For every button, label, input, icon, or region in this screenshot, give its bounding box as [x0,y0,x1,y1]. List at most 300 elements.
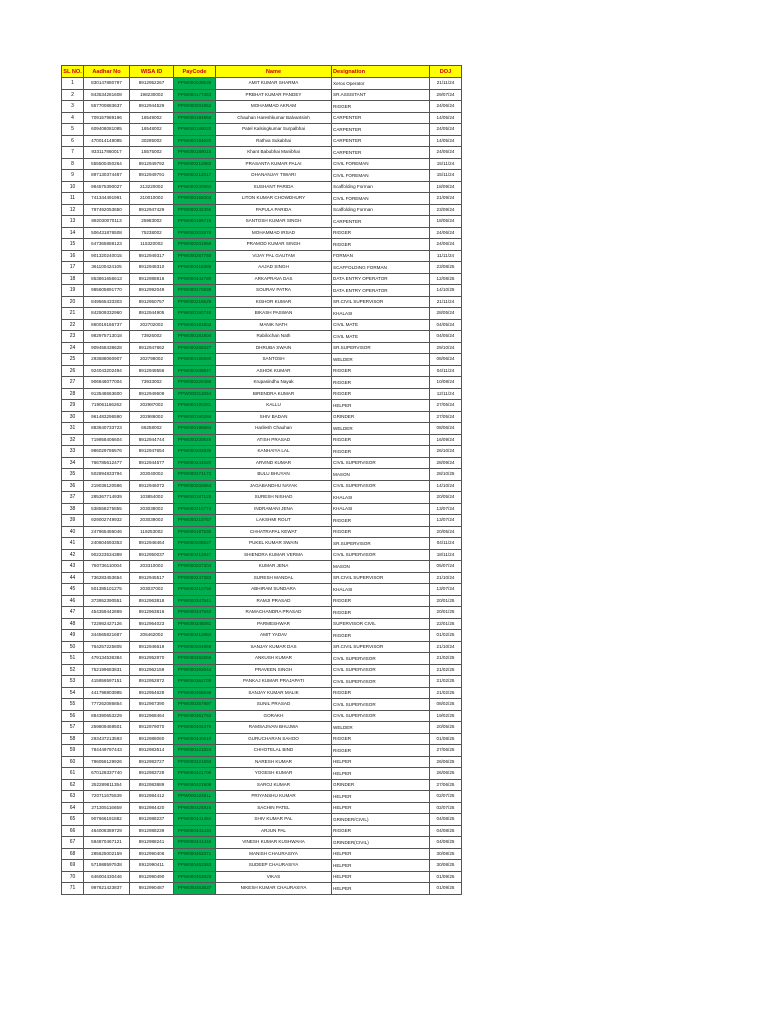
cell-sl-no: 57 [62,722,84,734]
cell-wisa-id: 213220002 [130,181,174,193]
cell-wisa-id: 8912964023 [130,618,174,630]
cell-name: LITON KUMAR CHOWDHURY [216,193,332,205]
cell-aadhar-no: 415956597151 [84,676,130,688]
cell-name: AMIT KUMAR SHARMA [216,78,332,90]
cell-aadhar-no: 470014148085 [84,135,130,147]
cell-name: Harilesh Chauhan [216,423,332,435]
cell-designation: CARPENTER [332,216,430,228]
cell-designation: RIGGER [332,239,430,251]
cell-paycode: PPW000201969 [174,239,216,251]
table-row [62,388,462,400]
cell-aadhar-no: 361100424105 [84,262,130,274]
cell-name: Patel Kalsingkumar Surpalbhai [216,124,332,136]
table-row [62,135,462,147]
cell-sl-no: 58 [62,733,84,745]
cell-paycode: PPW000424911 [174,791,216,803]
cell-sl-no: 24 [62,342,84,354]
table-row [62,273,462,285]
cell-designation: RIGGER [332,630,430,642]
cell-doj: 24/06/24 [430,101,462,113]
cell-doj: 04/08/25 [430,814,462,826]
cell-designation: CIVIL MATE [332,331,430,343]
table-row [62,170,462,182]
cell-designation: CIVIL FOREMAN [332,193,430,205]
cell-doj: 20/01/25 [430,595,462,607]
cell-wisa-id: 8912968464 [130,710,174,722]
cell-sl-no: 18 [62,273,84,285]
cell-aadhar-no: 849565433303 [84,296,130,308]
cell-paycode: PPW000474172 [174,469,216,481]
cell-aadhar-no: 373952390551 [84,595,130,607]
table-row [62,710,462,722]
cell-designation: SR.CIVIL SUPERVISOR [332,296,430,308]
cell-designation: RIGGER [332,515,430,527]
cell-paycode: PPW000362656 [174,653,216,665]
header-name: Name [216,66,332,78]
cell-aadhar-no: 830147880797 [84,78,130,90]
table-row [62,469,462,481]
cell-paycode: PPW000212847 [174,549,216,561]
cell-aadhar-no: 501385101275 [84,584,130,596]
cell-aadhar-no: 853861656613 [84,273,130,285]
cell-paycode: PPW000348081 [174,618,216,630]
table-row [62,342,462,354]
cell-paycode: PPW000212884 [174,630,216,642]
table-row [62,434,462,446]
cell-designation: SR.SUPERVISOR [332,342,430,354]
cell-designation: CIVIL SUPERVISOR [332,676,430,688]
cell-aadhar-no: 441798803985 [84,687,130,699]
cell-paycode: PPW000421824 [174,745,216,757]
table-row [62,181,462,193]
cell-wisa-id: 30295002 [130,135,174,147]
cell-aadhar-no: 777262086854 [84,699,130,711]
cell-wisa-id: 15575002 [130,147,174,159]
table-row [62,802,462,814]
table-row [62,285,462,297]
table-row [62,354,462,366]
cell-designation: HELPER [332,768,430,780]
cell-paycode: PPW000181803 [174,319,216,331]
table-row [62,699,462,711]
cell-name: ABHIRAM SUNDARA [216,584,332,596]
cell-aadhar-no: 285625002159 [84,848,130,860]
cell-doj: 21/02/25 [430,653,462,665]
cell-name: MANISH CHAURASIYA [216,848,332,860]
table-row [62,78,462,90]
cell-sl-no: 52 [62,664,84,676]
cell-sl-no: 17 [62,262,84,274]
cell-wisa-id: 8912963818 [130,595,174,607]
cell-wisa-id: 73926002 [130,331,174,343]
cell-paycode: PPW000186719 [174,216,216,228]
table-row [62,250,462,262]
cell-wisa-id: 8912952267 [130,78,174,90]
cell-sl-no: 21 [62,308,84,320]
cell-sl-no: 16 [62,250,84,262]
cell-doj: 24/05/24 [430,124,462,136]
table-row [62,365,462,377]
cell-sl-no: 14 [62,227,84,239]
cell-doj: 04/11/24 [430,538,462,550]
table-row [62,572,462,584]
cell-paycode: PPW000190284 [174,411,216,423]
cell-paycode: PPW000361793 [174,710,216,722]
cell-doj: 01/09/25 [430,871,462,883]
cell-wisa-id: 25983002 [130,216,174,228]
cell-sl-no: 13 [62,216,84,228]
cell-paycode: PPW000202664 [174,480,216,492]
cell-name: PRBHAT KUMAR PANDEY [216,89,332,101]
cell-sl-no: 69 [62,860,84,872]
cell-sl-no: 37 [62,492,84,504]
cell-name: CHHOTELAL BIND [216,745,332,757]
cell-aadhar-no: 997621423837 [84,883,130,895]
cell-designation: SR.CIVIL SUPERVISOR [332,641,430,653]
cell-paycode: PPW000215629 [174,296,216,308]
cell-name: NARESH KUMAR [216,756,332,768]
cell-sl-no: 62 [62,779,84,791]
cell-wisa-id: 8912947654 [130,446,174,458]
cell-paycode: PPW000247383 [174,572,216,584]
cell-doj: 15/11/24 [430,170,462,182]
cell-paycode: PPW000441464 [174,814,216,826]
cell-doj: 23/08/25 [430,262,462,274]
cell-wisa-id: 8912948464 [130,538,174,550]
cell-doj: 21/10/24 [430,641,462,653]
cell-designation: CIVIL SUPERVISOR [332,710,430,722]
cell-paycode: PPW000155003 [174,193,216,205]
table-row [62,641,462,653]
cell-aadhar-no: 259809469501 [84,722,130,734]
cell-aadhar-no: 906846077004 [84,377,130,389]
cell-wisa-id: 202798002 [130,354,174,366]
table-row [62,768,462,780]
cell-paycode: PPW000208827 [174,538,216,550]
cell-sl-no: 54 [62,687,84,699]
cell-aadhar-no: 722982427126 [84,618,130,630]
cell-designation: CARPENTER [332,135,430,147]
cell-designation: GRINDER/CIVIL) [332,814,430,826]
cell-wisa-id: 203038002 [130,503,174,515]
cell-designation: MASON [332,561,430,573]
cell-doj: 13/07/24 [430,503,462,515]
cell-wisa-id: 8912949609 [130,388,174,400]
cell-designation: SR.SUPERVISOR [332,538,430,550]
cell-designation: KHALASI [332,584,430,596]
table-row [62,584,462,596]
cell-wisa-id: 8912947862 [130,342,174,354]
cell-aadhar-no: 902223534389 [84,549,130,561]
cell-doj: 27/06/25 [430,745,462,757]
cell-sl-no: 29 [62,400,84,412]
cell-designation: CIVIL SUPERVISOR [332,699,430,711]
cell-doj: 14/05/24 [430,135,462,147]
cell-designation: WELDER [332,354,430,366]
cell-designation: RIGGER [332,607,430,619]
cell-wisa-id: 8912988237 [130,814,174,826]
cell-aadhar-no: 860019166737 [84,319,130,331]
table-row [62,860,462,872]
cell-doj: 21/02/25 [430,664,462,676]
cell-doj: 23/09/24 [430,204,462,216]
table-row [62,503,462,515]
cell-paycode: PPW000362709 [174,676,216,688]
cell-name: SOURAV PATRA [216,285,332,297]
cell-designation: RIGGER [332,446,430,458]
employee-table [61,65,462,895]
cell-paycode: PPW000347640 [174,607,216,619]
cell-aadhar-no: 901320240015 [84,250,130,262]
cell-name: SUDEEP CHAURASIYA [216,860,332,872]
cell-paycode: PPW000266327 [174,342,216,354]
cell-name: RAMACHANDRA PRASAD [216,607,332,619]
cell-sl-no: 41 [62,538,84,550]
cell-sl-no: 68 [62,848,84,860]
header-paycode: PayCode [174,66,216,78]
cell-sl-no: 3 [62,101,84,113]
cell-wisa-id: 75238002 [130,227,174,239]
cell-paycode: PPW000453828 [174,871,216,883]
cell-wisa-id: 8912952872 [130,676,174,688]
cell-name: PARMESHWAR [216,618,332,630]
table-row [62,733,462,745]
table-row [62,722,462,734]
cell-doj: 04/05/24 [430,331,462,343]
cell-designation: SCAFFOLDING FORMAN [332,262,430,274]
table-row [62,779,462,791]
cell-sl-no: 33 [62,446,84,458]
table-row [62,147,462,159]
cell-paycode: PPW000210774 [174,503,216,515]
cell-wisa-id: 8912979070 [130,722,174,734]
cell-name: Rathva Sukabhai [216,135,332,147]
table-row [62,239,462,251]
cell-name: GURUCHARAN SAHOO [216,733,332,745]
cell-sl-no: 10 [62,181,84,193]
header-wisa-id: WISA ID [130,66,174,78]
table-row [62,446,462,458]
cell-wisa-id: 8912945517 [130,572,174,584]
cell-paycode: PPW000202838 [174,446,216,458]
cell-paycode: PPW000189015 [174,147,216,159]
cell-doj: 15/11/24 [430,158,462,170]
cell-designation: CARPENTER [332,147,430,159]
cell-paycode: PPW000230994 [174,181,216,193]
cell-sl-no: 19 [62,285,84,297]
cell-aadhar-no: 897130374487 [84,170,130,182]
cell-wisa-id: 8912950757 [130,296,174,308]
cell-doj: 27/05/24 [430,411,462,423]
cell-aadhar-no: 929002749932 [84,515,130,527]
cell-sl-no: 1 [62,78,84,90]
cell-designation: MASON [332,469,430,481]
cell-name: SACHIN PATEL [216,802,332,814]
cell-designation: SR.ASSISTANT [332,89,430,101]
cell-wisa-id: 198230002 [130,89,174,101]
cell-wisa-id: 205462002 [130,630,174,642]
cell-name: VINESH KUMAR KUSHWAHA [216,837,332,849]
cell-doj: 04/08/25 [430,837,462,849]
cell-doj: 30/08/25 [430,860,462,872]
cell-wisa-id: 8912948310 [130,262,174,274]
cell-sl-no: 15 [62,239,84,251]
cell-designation: HELPER [332,756,430,768]
cell-name: PANKAJ KUMAR PRAJAPATI [216,676,332,688]
cell-paycode: PPW000441446 [174,837,216,849]
cell-sl-no: 60 [62,756,84,768]
table-row [62,319,462,331]
cell-name: BIRENDRA KUMAR [216,388,332,400]
cell-wisa-id: 8912949791 [130,170,174,182]
cell-sl-no: 64 [62,802,84,814]
cell-designation: CIVIL SUPERVISOR [332,480,430,492]
table-row [62,400,462,412]
cell-sl-no: 34 [62,457,84,469]
cell-sl-no: 32 [62,434,84,446]
cell-doj: 13/07/24 [430,584,462,596]
cell-doj: 21/11/24 [430,296,462,308]
cell-name: PUKEL KUMAR SWAIN [216,538,332,550]
cell-doj: 12/08/25 [430,273,462,285]
table-row [62,526,462,538]
cell-designation: DATA ENTRY OPERATOR [332,285,430,297]
cell-doj: 29/10/24 [430,342,462,354]
cell-designation: CIVIL MATE [332,319,430,331]
cell-name: RAMJI PRASAD [216,595,332,607]
cell-sl-no: 53 [62,676,84,688]
cell-paycode: PPW000220466 [174,377,216,389]
cell-sl-no: 5 [62,124,84,136]
cell-designation: HELPER [332,883,430,895]
cell-aadhar-no: 247965486046 [84,526,130,538]
cell-name: SANJAY KUMAR DAS [216,641,332,653]
cell-name: BULU BHUYAN [216,469,332,481]
cell-name: VIKAS [216,871,332,883]
cell-paycode: PPW000244520 [174,457,216,469]
cell-wisa-id: 8912967390 [130,699,174,711]
cell-wisa-id: 73933002 [130,377,174,389]
cell-name: PRAMOD KUMAR SINGH [216,239,332,251]
cell-paycode: PPW000208847 [174,365,216,377]
cell-name: PRASANTA KUMAR PALAI [216,158,332,170]
table-row [62,618,462,630]
header-row [62,66,462,78]
cell-sl-no: 55 [62,699,84,711]
cell-aadhar-no: 907666191882 [84,814,130,826]
table-row [62,158,462,170]
cell-aadhar-no: 719061166262 [84,400,130,412]
cell-wisa-id: 16549002 [130,112,174,124]
table-row [62,480,462,492]
cell-aadhar-no: 984575390027 [84,181,130,193]
cell-designation: WELDER [332,722,430,734]
cell-name: SHIV KUMAR PAL [216,814,332,826]
cell-doj: 27/05/24 [430,400,462,412]
cell-name: BIKASH PASWAN [216,308,332,320]
cell-sl-no: 36 [62,480,84,492]
cell-sl-no: 71 [62,883,84,895]
cell-name: PAPULA PARIDA [216,204,332,216]
cell-designation: RIGGER [332,526,430,538]
table-row [62,262,462,274]
cell-aadhar-no: 736283453654 [84,572,130,584]
cell-wisa-id: 8912944905 [130,308,174,320]
cell-sl-no: 59 [62,745,84,757]
cell-wisa-id: 8912988241 [130,837,174,849]
cell-paycode: PPW000347641 [174,595,216,607]
cell-wisa-id: 66258002 [130,423,174,435]
cell-sl-no: 44 [62,572,84,584]
cell-sl-no: 26 [62,365,84,377]
cell-wisa-id: 8912950037 [130,549,174,561]
cell-doj: 20/01/25 [430,607,462,619]
cell-aadhar-no: 933117860017 [84,147,130,159]
cell-name: MOHAMMAD IRSAD [216,227,332,239]
table-row [62,423,462,435]
cell-sl-no: 51 [62,653,84,665]
table-row [62,664,462,676]
table-row [62,124,462,136]
cell-sl-no: 8 [62,158,84,170]
cell-designation: Scaffolding Forman [332,181,430,193]
cell-paycode: PPW000189020 [174,124,216,136]
cell-name: SHIV BADAN [216,411,332,423]
cell-wisa-id: 8912983727 [130,756,174,768]
cell-doj: 01/02/25 [430,630,462,642]
cell-aadhar-no: 883640733723 [84,423,130,435]
cell-name: ARKAPRAVA DAS [216,273,332,285]
cell-designation: HELPER [332,848,430,860]
table-row [62,756,462,768]
cell-sl-no: 7 [62,147,84,159]
cell-paycode: PPW000357997 [174,699,216,711]
cell-paycode: PPW000362644 [174,664,216,676]
cell-name: SAROJ KUMAR [216,779,332,791]
cell-name: INDRAMANI JENA [216,503,332,515]
cell-sl-no: 9 [62,170,84,182]
cell-paycode: PPW000184958 [174,112,216,124]
cell-wisa-id: 203039002 [130,515,174,527]
cell-name: Rabilochan Nath [216,331,332,343]
cell-doj: 28/10/25 [430,469,462,481]
cell-doj: 01/09/25 [430,883,462,895]
cell-sl-no: 66 [62,825,84,837]
cell-wisa-id: 8912983889 [130,779,174,791]
cell-doj: 21/02/25 [430,676,462,688]
cell-aadhar-no: 285367714939 [84,492,130,504]
table-row [62,216,462,228]
cell-name: AAJAD SINGH [216,262,332,274]
cell-doj: 13/07/24 [430,515,462,527]
cell-wisa-id: 202987002 [130,400,174,412]
cell-doj: 08/06/24 [430,423,462,435]
cell-designation: FORMAN [332,250,430,262]
cell-paycode: PPW000404378 [174,722,216,734]
cell-aadhar-no: 719958406604 [84,434,130,446]
header-doj: DOJ [430,66,462,78]
cell-doj: 26/06/25 [430,768,462,780]
cell-paycode: PPW000190281 [174,400,216,412]
cell-paycode: PPW000424916 [174,802,216,814]
cell-name: ASHOK KUMAR [216,365,332,377]
table-row [62,653,462,665]
cell-designation: HELPER [332,400,430,412]
cell-aadhar-no: 479134536384 [84,653,130,665]
cell-name: RAMSAJIVAN BHUJWA [216,722,332,734]
cell-sl-no: 61 [62,768,84,780]
cell-aadhar-no: 240604693353 [84,538,130,550]
